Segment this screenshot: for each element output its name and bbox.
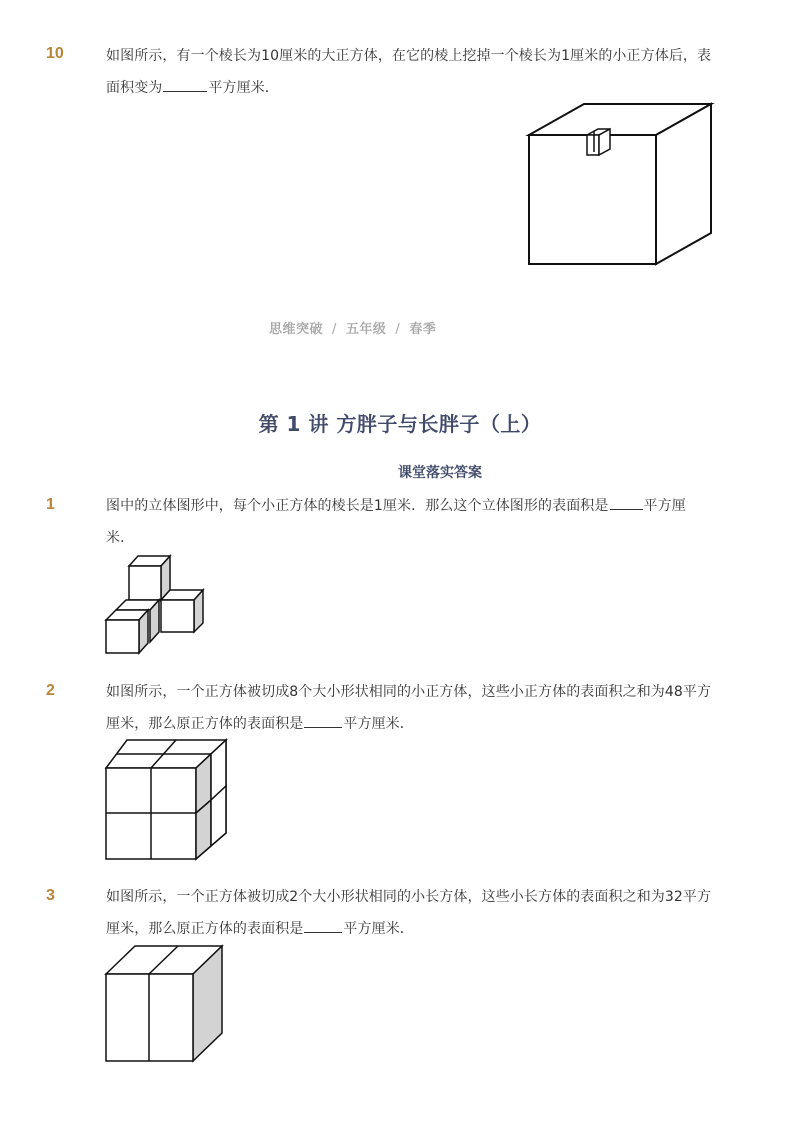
question-line: 如图所示，一个正方体被切成8个大小形状相同的小正方体，这些小正方体的表面积之和为48平方	[106, 684, 712, 700]
text-segment: 平方厘米．	[208, 80, 279, 96]
lecture-title: 第 1 讲 方胖子与长胖子（上）	[258, 412, 542, 436]
question-line: 如图所示，有一个棱长为10厘米的大正方体，在它的棱上挖掉一个棱长为1厘米的小正方体后，表	[106, 48, 712, 64]
text-segment: 面积变为	[106, 80, 163, 96]
question-number: 3	[46, 887, 55, 904]
question-number: 2	[46, 682, 55, 699]
footer-series: 思维突破	[269, 322, 324, 337]
question-number: 10	[46, 45, 64, 62]
footer-term: 春季	[409, 322, 437, 337]
text-segment: 平方厘米．	[343, 716, 414, 732]
footer-separator: /	[395, 322, 401, 337]
footer-separator: /	[332, 322, 337, 337]
footer-grade: 五年级	[345, 322, 387, 337]
question-line: 如图所示，一个正方体被切成2个大小形状相同的小长方体，这些小长方体的表面积之和为32平方	[106, 889, 712, 905]
text-segment: 厘米，那么原正方体的表面积是	[106, 921, 304, 937]
text-segment: 图中的立体图形中，每个小正方体的棱长是1厘米．那么这个立体图形的表面积是	[106, 498, 609, 514]
question-line: 米．	[106, 530, 135, 546]
text-segment: 厘米，那么原正方体的表面积是	[106, 716, 304, 732]
text-segment: 平方厘	[643, 498, 686, 514]
question-number: 1	[46, 496, 55, 513]
section-title: 课堂落实答案	[398, 465, 482, 481]
text-segment: 平方厘米．	[343, 921, 414, 937]
